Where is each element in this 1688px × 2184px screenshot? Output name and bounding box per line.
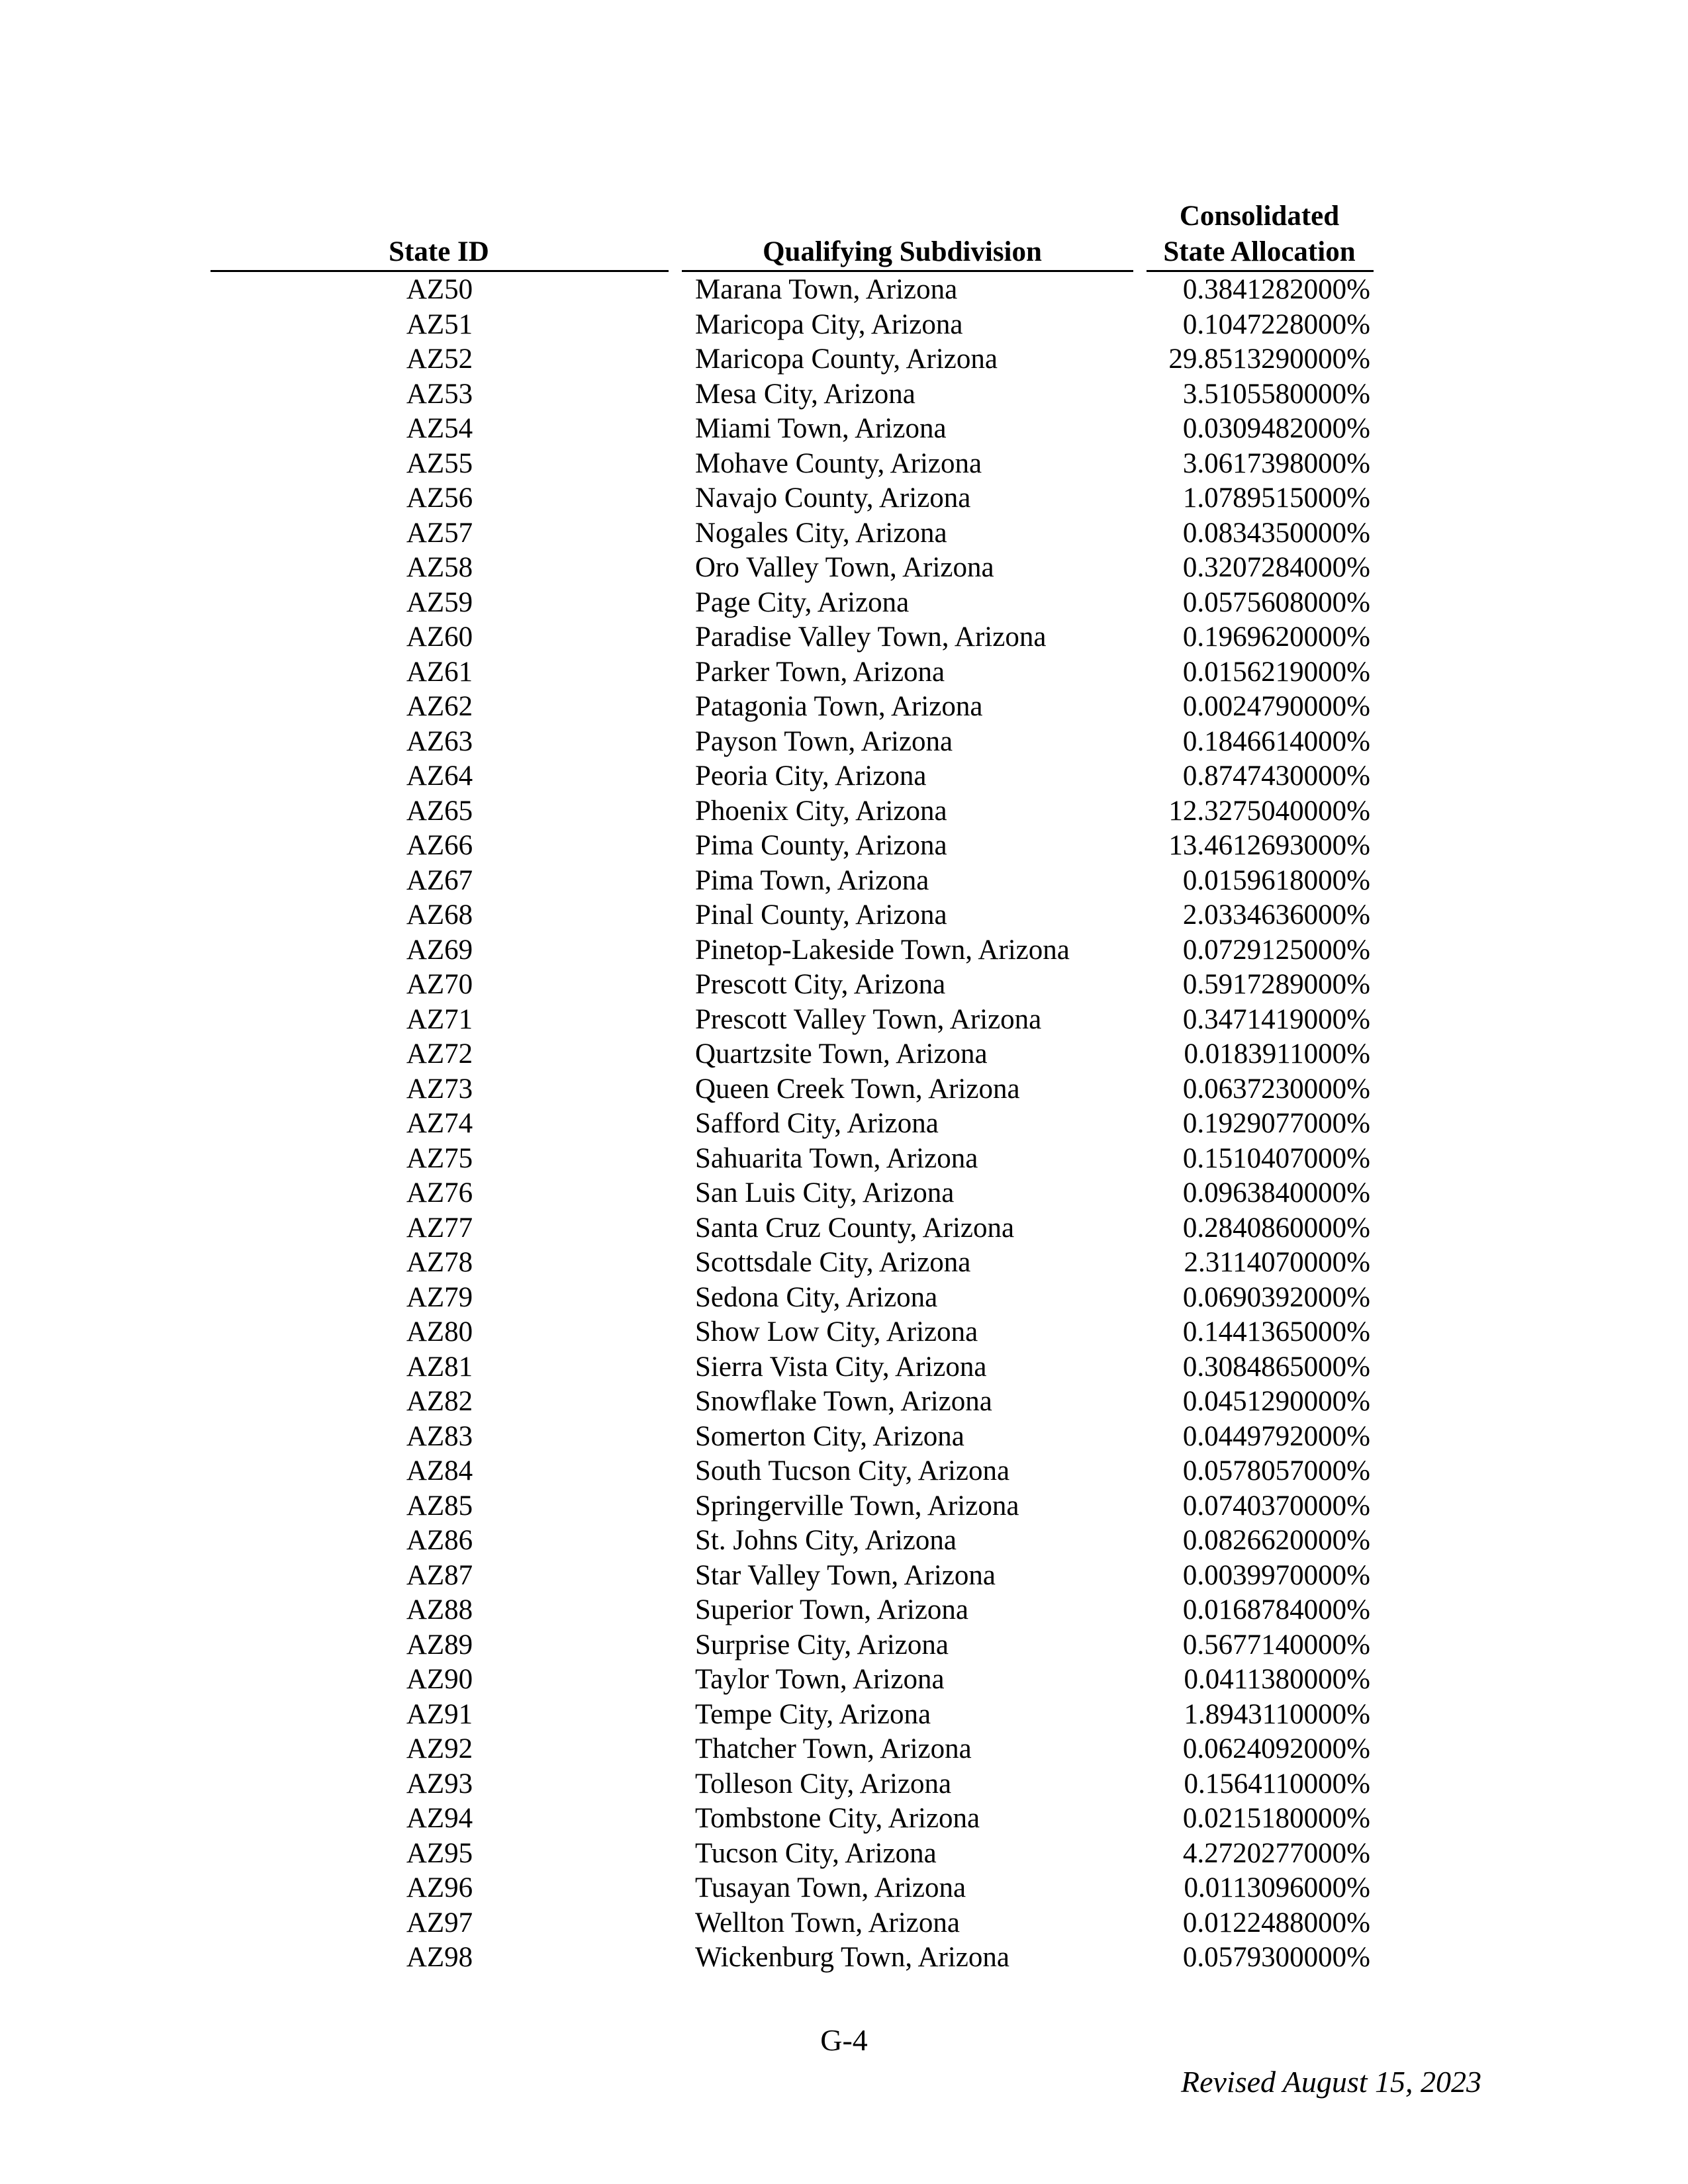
subdivision-cell: Tempe City, Arizona	[695, 1698, 931, 1730]
state-id-cell: AZ93	[406, 1768, 473, 1799]
allocation-cell: 0.1441365000%	[1182, 1316, 1370, 1347]
header-rule-state-id	[211, 270, 669, 272]
allocation-cell: 3.0617398000%	[1182, 447, 1370, 479]
subdivision-cell: St. Johns City, Arizona	[695, 1525, 957, 1556]
subdivision-cell: Pinetop-Lakeside Town, Arizona	[695, 934, 1070, 966]
table-row	[0, 1107, 1688, 1142]
allocation-cell: 0.1047228000%	[1182, 308, 1370, 340]
subdivision-cell: Tucson City, Arizona	[695, 1837, 937, 1869]
allocation-cell: 0.0637230000%	[1182, 1073, 1370, 1105]
table-row	[0, 829, 1688, 864]
subdivision-cell: Payson Town, Arizona	[695, 725, 953, 757]
state-id-cell: AZ72	[406, 1038, 473, 1069]
table-row	[0, 1072, 1688, 1107]
subdivision-cell: Peoria City, Arizona	[695, 760, 927, 792]
allocation-cell: 0.0826620000%	[1182, 1525, 1370, 1556]
table-row	[0, 516, 1688, 551]
subdivision-cell: Paradise Valley Town, Arizona	[695, 621, 1047, 653]
table-row	[0, 412, 1688, 447]
table-row	[0, 1732, 1688, 1767]
allocation-cell: 0.8747430000%	[1182, 760, 1370, 792]
table-row	[0, 1593, 1688, 1628]
allocation-cell: 0.0024790000%	[1182, 691, 1370, 722]
table-row	[0, 1940, 1688, 1976]
subdivision-cell: Taylor Town, Arizona	[695, 1664, 945, 1695]
allocation-cell: 0.3471419000%	[1182, 1003, 1370, 1035]
header-allocation-line2: State Allocation	[1163, 236, 1356, 267]
allocation-cell: 0.0168784000%	[1182, 1594, 1370, 1625]
table-row	[0, 794, 1688, 829]
subdivision-cell: Maricopa County, Arizona	[695, 343, 998, 375]
state-id-cell: AZ83	[406, 1420, 473, 1452]
state-id-cell: AZ62	[406, 691, 473, 722]
table-row	[0, 1420, 1688, 1455]
state-id-cell: AZ50	[406, 274, 473, 305]
subdivision-cell: Patagonia Town, Arizona	[695, 691, 983, 722]
allocation-cell: 2.0334636000%	[1182, 899, 1370, 931]
allocation-cell: 0.1929077000%	[1182, 1108, 1370, 1139]
table-row	[0, 1176, 1688, 1211]
subdivision-cell: Surprise City, Arizona	[695, 1629, 949, 1661]
state-id-cell: AZ78	[406, 1247, 473, 1278]
state-id-cell: AZ57	[406, 517, 473, 549]
state-id-cell: AZ81	[406, 1351, 473, 1383]
state-id-cell: AZ82	[406, 1386, 473, 1417]
allocation-cell: 0.0309482000%	[1182, 413, 1370, 444]
subdivision-cell: Prescott City, Arizona	[695, 969, 946, 1000]
allocation-table-body	[0, 273, 1688, 1976]
state-id-cell: AZ71	[406, 1003, 473, 1035]
subdivision-cell: Safford City, Arizona	[695, 1108, 939, 1139]
table-row	[0, 1767, 1688, 1802]
table-row	[0, 1662, 1688, 1698]
state-id-cell: AZ92	[406, 1733, 473, 1764]
subdivision-cell: Tusayan Town, Arizona	[695, 1872, 966, 1903]
allocation-cell: 0.0113096000%	[1184, 1872, 1370, 1903]
subdivision-cell: Sierra Vista City, Arizona	[695, 1351, 987, 1383]
state-id-cell: AZ69	[406, 934, 473, 966]
allocation-cell: 0.1846614000%	[1182, 725, 1370, 757]
subdivision-cell: San Luis City, Arizona	[695, 1177, 955, 1208]
table-row	[0, 377, 1688, 412]
state-id-cell: AZ53	[406, 378, 473, 410]
state-id-cell: AZ55	[406, 447, 473, 479]
table-row	[0, 273, 1688, 308]
allocation-cell: 0.0834350000%	[1182, 517, 1370, 549]
subdivision-cell: Tombstone City, Arizona	[695, 1803, 980, 1834]
state-id-cell: AZ66	[406, 830, 473, 861]
table-row	[0, 1559, 1688, 1594]
subdivision-cell: Snowflake Town, Arizona	[695, 1386, 992, 1417]
table-row	[0, 968, 1688, 1003]
state-id-cell: AZ61	[406, 656, 473, 688]
table-row	[0, 481, 1688, 516]
allocation-cell: 0.3084865000%	[1182, 1351, 1370, 1383]
state-id-cell: AZ54	[406, 413, 473, 444]
table-row	[0, 1142, 1688, 1177]
state-id-cell: AZ56	[406, 482, 473, 514]
allocation-cell: 0.5677140000%	[1182, 1629, 1370, 1661]
allocation-cell: 0.0451290000%	[1182, 1386, 1370, 1417]
header-state-id: State ID	[389, 236, 489, 267]
table-row	[0, 1037, 1688, 1072]
table-row	[0, 725, 1688, 760]
table-row	[0, 1315, 1688, 1350]
state-id-cell: AZ80	[406, 1316, 473, 1347]
table-row	[0, 1246, 1688, 1281]
state-id-cell: AZ84	[406, 1455, 473, 1486]
subdivision-cell: Page City, Arizona	[695, 586, 910, 618]
state-id-cell: AZ89	[406, 1629, 473, 1661]
header-rule-subdivision	[682, 270, 1133, 272]
state-id-cell: AZ85	[406, 1490, 473, 1522]
allocation-cell: 1.0789515000%	[1182, 482, 1370, 514]
state-id-cell: AZ91	[406, 1698, 473, 1730]
subdivision-cell: Tolleson City, Arizona	[695, 1768, 952, 1799]
table-row	[0, 1871, 1688, 1906]
subdivision-cell: Sahuarita Town, Arizona	[695, 1142, 978, 1174]
header-qualifying-subdivision: Qualifying Subdivision	[763, 236, 1042, 267]
table-row	[0, 1350, 1688, 1385]
table-row	[0, 690, 1688, 725]
allocation-cell: 0.0578057000%	[1182, 1455, 1370, 1486]
subdivision-cell: Star Valley Town, Arizona	[695, 1559, 996, 1591]
page-number: G-4	[820, 2023, 868, 2057]
table-row	[0, 1524, 1688, 1559]
subdivision-cell: South Tucson City, Arizona	[695, 1455, 1010, 1486]
allocation-cell: 0.0122488000%	[1182, 1907, 1370, 1938]
table-row	[0, 1801, 1688, 1837]
subdivision-cell: Miami Town, Arizona	[695, 413, 947, 444]
header-consolidated-state-allocation	[1145, 199, 1374, 270]
subdivision-cell: Phoenix City, Arizona	[695, 795, 947, 827]
state-id-cell: AZ70	[406, 969, 473, 1000]
subdivision-cell: Mesa City, Arizona	[695, 378, 915, 410]
allocation-cell: 0.0575608000%	[1182, 586, 1370, 618]
table-row	[0, 447, 1688, 482]
subdivision-cell: Parker Town, Arizona	[695, 656, 945, 688]
allocation-cell: 12.3275040000%	[1168, 795, 1370, 827]
state-id-cell: AZ74	[406, 1108, 473, 1139]
allocation-cell: 0.5917289000%	[1182, 969, 1370, 1000]
state-id-cell: AZ77	[406, 1212, 473, 1244]
state-id-cell: AZ68	[406, 899, 473, 931]
allocation-cell: 0.0411380000%	[1184, 1664, 1370, 1695]
subdivision-cell: Pima Town, Arizona	[695, 864, 929, 896]
table-row	[0, 655, 1688, 690]
table-row	[0, 1906, 1688, 1941]
allocation-cell: 0.1564110000%	[1184, 1768, 1370, 1799]
allocation-cell: 4.2720277000%	[1182, 1837, 1370, 1869]
state-id-cell: AZ52	[406, 343, 473, 375]
state-id-cell: AZ59	[406, 586, 473, 618]
allocation-cell: 0.0156219000%	[1182, 656, 1370, 688]
subdivision-cell: Somerton City, Arizona	[695, 1420, 964, 1452]
subdivision-cell: Oro Valley Town, Arizona	[695, 552, 994, 583]
state-id-cell: AZ98	[406, 1942, 473, 1973]
subdivision-cell: Marana Town, Arizona	[695, 274, 958, 305]
state-id-cell: AZ90	[406, 1664, 473, 1695]
subdivision-cell: Nogales City, Arizona	[695, 517, 947, 549]
allocation-cell: 0.0963840000%	[1182, 1177, 1370, 1208]
allocation-cell: 0.0729125000%	[1182, 934, 1370, 966]
state-id-cell: AZ76	[406, 1177, 473, 1208]
state-id-cell: AZ60	[406, 621, 473, 653]
allocation-cell: 0.2840860000%	[1182, 1212, 1370, 1244]
allocation-cell: 0.0183911000%	[1184, 1038, 1370, 1069]
state-id-cell: AZ87	[406, 1559, 473, 1591]
header-rule-allocation	[1147, 270, 1374, 272]
subdivision-cell: Sedona City, Arizona	[695, 1281, 938, 1313]
state-id-cell: AZ73	[406, 1073, 473, 1105]
allocation-cell: 3.5105580000%	[1182, 378, 1370, 410]
state-id-cell: AZ94	[406, 1803, 473, 1834]
allocation-cell: 1.8943110000%	[1184, 1698, 1370, 1730]
state-id-cell: AZ65	[406, 795, 473, 827]
state-id-cell: AZ79	[406, 1281, 473, 1313]
state-id-cell: AZ96	[406, 1872, 473, 1903]
table-row	[0, 864, 1688, 899]
allocation-cell: 0.0579300000%	[1182, 1942, 1370, 1973]
table-row	[0, 551, 1688, 586]
state-id-cell: AZ67	[406, 864, 473, 896]
subdivision-cell: Quartzsite Town, Arizona	[695, 1038, 988, 1069]
table-row	[0, 1837, 1688, 1872]
allocation-cell: 0.3207284000%	[1182, 552, 1370, 583]
state-id-cell: AZ58	[406, 552, 473, 583]
state-id-cell: AZ95	[406, 1837, 473, 1869]
allocation-cell: 29.8513290000%	[1168, 343, 1370, 375]
allocation-cell: 0.0624092000%	[1182, 1733, 1370, 1764]
table-row	[0, 933, 1688, 968]
allocation-cell: 0.1969620000%	[1182, 621, 1370, 653]
state-id-cell: AZ88	[406, 1594, 473, 1625]
allocation-cell: 0.3841282000%	[1182, 274, 1370, 305]
subdivision-cell: Pima County, Arizona	[695, 830, 947, 861]
table-row	[0, 1489, 1688, 1524]
table-row	[0, 620, 1688, 655]
table-row	[0, 308, 1688, 343]
subdivision-cell: Scottsdale City, Arizona	[695, 1247, 971, 1278]
table-row	[0, 586, 1688, 621]
state-id-cell: AZ75	[406, 1142, 473, 1174]
table-row	[0, 342, 1688, 377]
allocation-cell: 0.0449792000%	[1182, 1420, 1370, 1452]
state-id-cell: AZ51	[406, 308, 473, 340]
allocation-cell: 0.0039970000%	[1182, 1559, 1370, 1591]
allocation-cell: 13.4612693000%	[1168, 830, 1370, 861]
table-row	[0, 1454, 1688, 1489]
subdivision-cell: Wickenburg Town, Arizona	[695, 1942, 1009, 1973]
subdivision-cell: Prescott Valley Town, Arizona	[695, 1003, 1042, 1035]
subdivision-cell: Mohave County, Arizona	[695, 447, 982, 479]
allocation-cell: 0.1510407000%	[1182, 1142, 1370, 1174]
subdivision-cell: Santa Cruz County, Arizona	[695, 1212, 1015, 1244]
subdivision-cell: Navajo County, Arizona	[695, 482, 971, 514]
table-row	[0, 1281, 1688, 1316]
revision-date: Revised August 15, 2023	[1181, 2065, 1481, 2099]
allocation-cell: 0.0690392000%	[1182, 1281, 1370, 1313]
state-id-cell: AZ97	[406, 1907, 473, 1938]
subdivision-cell: Queen Creek Town, Arizona	[695, 1073, 1020, 1105]
header-allocation-line1: Consolidated	[1179, 201, 1340, 232]
allocation-cell: 0.0159618000%	[1182, 864, 1370, 896]
table-row	[0, 1698, 1688, 1733]
table-row	[0, 898, 1688, 933]
subdivision-cell: Thatcher Town, Arizona	[695, 1733, 972, 1764]
allocation-cell: 0.0740370000%	[1182, 1490, 1370, 1522]
subdivision-cell: Springerville Town, Arizona	[695, 1490, 1019, 1522]
table-row	[0, 1003, 1688, 1038]
subdivision-cell: Wellton Town, Arizona	[695, 1907, 960, 1938]
table-row	[0, 1385, 1688, 1420]
table-row	[0, 759, 1688, 794]
state-id-cell: AZ63	[406, 725, 473, 757]
table-row	[0, 1211, 1688, 1246]
state-id-cell: AZ86	[406, 1525, 473, 1556]
subdivision-cell: Pinal County, Arizona	[695, 899, 947, 931]
subdivision-cell: Superior Town, Arizona	[695, 1594, 968, 1625]
allocation-cell: 2.3114070000%	[1184, 1247, 1370, 1278]
subdivision-cell: Show Low City, Arizona	[695, 1316, 978, 1347]
table-row	[0, 1628, 1688, 1663]
allocation-cell: 0.0215180000%	[1182, 1803, 1370, 1834]
subdivision-cell: Maricopa City, Arizona	[695, 308, 963, 340]
state-id-cell: AZ64	[406, 760, 473, 792]
